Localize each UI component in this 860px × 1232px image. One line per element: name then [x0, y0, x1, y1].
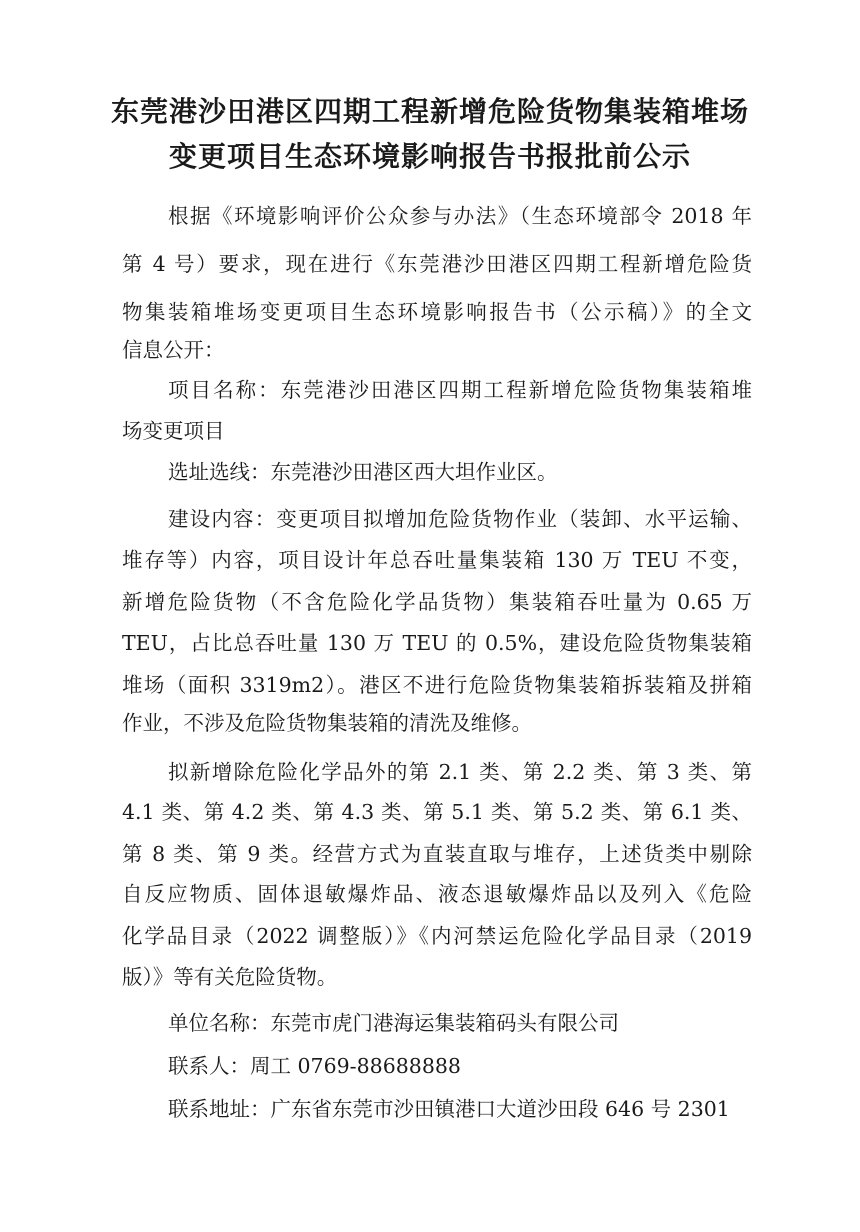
company-name-line: 单位名称：东莞市虎门港海运集装箱码头有限公司 [168, 1011, 619, 1035]
contact-person-line: 联系人：周工 0769-88688888 [168, 1054, 461, 1078]
goods-category-line: 4.1 类、第 4.2 类、第 4.3 类、第 5.1 类、第 5.2 类、第 6.1 类、 [122, 800, 752, 824]
paragraph-intro-line: 信息公开： [122, 338, 225, 362]
document-title-line-2: 变更项目生态环境影响报告书报批前公示 [168, 140, 691, 173]
goods-category-line: 版）》等有关危险货物。 [122, 965, 338, 989]
construction-content-line: 新增危险货物（不含危险化学品货物）集装箱吞吐量为 0.65 万 [122, 590, 752, 614]
construction-content-line: 作业，不涉及危险货物集装箱的清洗及维修。 [122, 711, 532, 735]
contact-address-line: 联系地址：广东省东莞市沙田镇港口大道沙田段 646 号 2301 [168, 1097, 730, 1121]
goods-category-line: 自反应物质、固体退敏爆炸品、液态退敏爆炸品以及列入《危险 [122, 882, 752, 906]
document-title-line-1: 东莞港沙田港区四期工程新增危险货物集装箱堆场 [110, 95, 749, 128]
paragraph-intro-line: 根据《环境影响评价公众参与办法》（生态环境部令 2018 年 [168, 204, 752, 228]
construction-content-line: 堆存等）内容，项目设计年总吞吐量集装箱 130 万 TEU 不变， [122, 548, 752, 572]
project-name-line: 场变更项目 [122, 419, 225, 443]
paragraph-intro-line: 第 4 号）要求，现在进行《东莞港沙田港区四期工程新增危险货 [122, 252, 752, 276]
project-name-line: 项目名称：东莞港沙田港区四期工程新增危险货物集装箱堆 [168, 378, 752, 402]
construction-content-line: TEU，占比总吞吐量 130 万 TEU 的 0.5%，建设危险货物集装箱 [122, 631, 752, 655]
site-selection-line: 选址选线：东莞港沙田港区西大坦作业区。 [168, 460, 558, 484]
construction-content-line: 堆场（面积 3319m2）。港区不进行危险货物集装箱拆装箱及拼箱 [122, 673, 752, 697]
goods-category-line: 第 8 类、第 9 类。经营方式为直装直取与堆存，上述货类中剔除 [122, 842, 752, 866]
construction-content-line: 建设内容：变更项目拟增加危险货物作业（装卸、水平运输、 [168, 507, 752, 531]
goods-category-line: 拟新增除危险化学品外的第 2.1 类、第 2.2 类、第 3 类、第 [168, 760, 752, 784]
goods-category-line: 化学品目录（2022 调整版）》《内河禁运危险化学品目录（2019 [122, 924, 752, 948]
paragraph-intro-line: 物集装箱堆场变更项目生态环境影响报告书（公示稿）》的全文 [122, 300, 752, 324]
